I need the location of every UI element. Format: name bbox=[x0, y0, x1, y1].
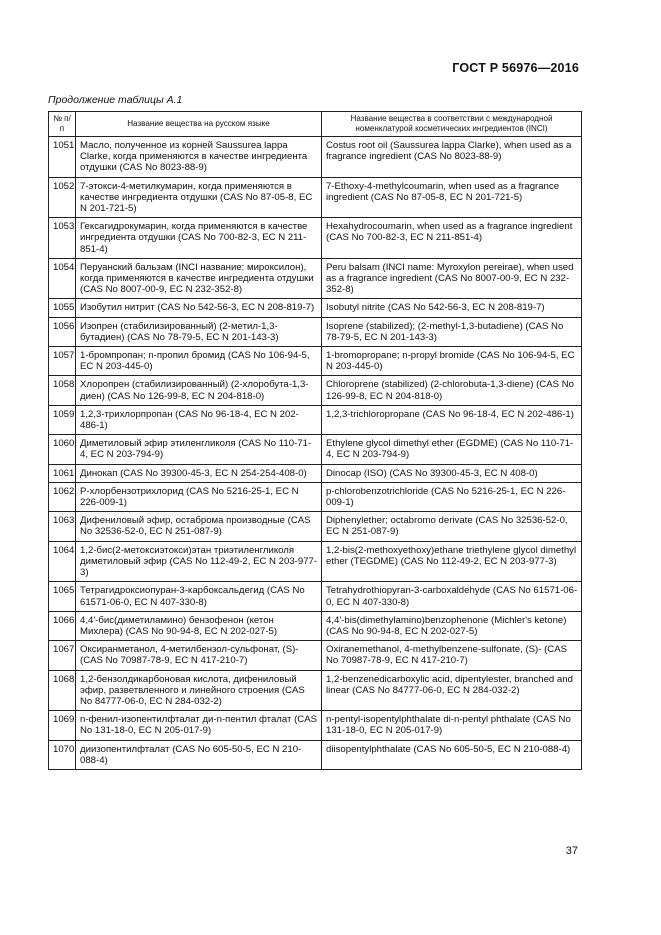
table-row bbox=[49, 512, 582, 541]
inci-name-cell: Dinocap (ISO) (CAS No 39300-45-3, EC N 408-0) bbox=[322, 464, 582, 482]
table-row bbox=[49, 482, 582, 511]
row-number: 1052 bbox=[49, 177, 76, 218]
inci-name-cell: 1,2-bis(2-methoxyethoxy)ethane triethylene glycol dimethyl ether (TEGDME) (CAS No 112-49-2, EC N 203-977-3) bbox=[322, 541, 582, 582]
row-number: 1053 bbox=[49, 218, 76, 259]
inci-name-cell: diisopentylphthalate (CAS No 605-50-5, EC N 210-088-4) bbox=[322, 740, 582, 769]
row-number: 1061 bbox=[49, 464, 76, 482]
row-number: 1063 bbox=[49, 512, 76, 541]
russian-name-cell: 1,2-бензолдикарбоновая кислота, дифениловый эфир, разветвленного и линейного строения (CAS No 84777-06-0, EC N 284-032-2) bbox=[76, 670, 322, 711]
row-number: 1057 bbox=[49, 347, 76, 376]
inci-name-cell: n-pentyl-isopentylphthalate di-n-pentyl phthalate (CAS No 131-18-0, EC N 205-017-9) bbox=[322, 711, 582, 740]
row-number: 1059 bbox=[49, 405, 76, 434]
russian-name-cell: Динокап (CAS No 39300-45-3, EC N 254-254-408-0) bbox=[76, 464, 322, 482]
table-row bbox=[49, 541, 582, 582]
inci-name-cell: 1,2,3-trichloropropane (CAS No 96-18-4, EC N 202-486-1) bbox=[322, 405, 582, 434]
row-number: 1060 bbox=[49, 435, 76, 464]
inci-name-cell: Chloroprene (stabilized) (2-chlorobuta-1,3-diene) (CAS No 126-99-8, EC N 204-818-0) bbox=[322, 376, 582, 405]
russian-name-cell: n-фенил-изопентилфталат ди-n-пентил фталат (CAS No 131-18-0, EC N 205-017-9) bbox=[76, 711, 322, 740]
inci-name-cell: Costus root oil (Saussurea lappa Clarke), when used as a fragrance ingredient (CAS No 8023-88-9) bbox=[322, 137, 582, 178]
russian-name-cell: Диметиловый эфир этиленгликоля (CAS No 110-71-4, EC N 203-794-9) bbox=[76, 435, 322, 464]
inci-name-cell: Peru balsam (INCI name: Myroxylon pereirae), when used as a fragrance ingredient (CAS No 8007-00-9, EC N 232-352-8) bbox=[322, 258, 582, 299]
table-row bbox=[49, 218, 582, 259]
table-row bbox=[49, 177, 582, 218]
row-number: 1056 bbox=[49, 317, 76, 346]
table-row bbox=[49, 299, 582, 317]
inci-name-cell: Hexahydrocoumarin, when used as a fragrance ingredient (CAS No 700-82-3, EC N 211-851-4) bbox=[322, 218, 582, 259]
table-row bbox=[49, 137, 582, 178]
russian-name-cell: 1-бромпропан; n-пропил бромид (CAS No 106-94-5, EC N 203-445-0) bbox=[76, 347, 322, 376]
russian-name-cell: диизопентилфталат (CAS No 605-50-5, EC N 210-088-4) bbox=[76, 740, 322, 769]
row-number: 1067 bbox=[49, 641, 76, 670]
table-caption: Продолжение таблицы А.1 bbox=[48, 94, 183, 106]
row-number: 1051 bbox=[49, 137, 76, 178]
table-row bbox=[49, 258, 582, 299]
header-number: № п/п bbox=[49, 112, 76, 137]
inci-name-cell: p-chlorobenzotrichloride (CAS No 5216-25-1, EC N 226-009-1) bbox=[322, 482, 582, 511]
russian-name-cell: Тетрагидроксиопуран-3-карбоксальдегид (CAS No 61571-06-0, EC N 407-330-8) bbox=[76, 582, 322, 611]
inci-name-cell: 1,2-benzenedicarboxylic acid, dipentylester, branched and linear (CAS No 84777-06-0, EC N 284-032-2) bbox=[322, 670, 582, 711]
russian-name-cell: 4,4'-бис(диметиламино) бензофенон (кетон Михлера) (CAS No 90-94-8, EC N 202-027-5) bbox=[76, 611, 322, 640]
table-row bbox=[49, 670, 582, 711]
row-number: 1066 bbox=[49, 611, 76, 640]
russian-name-cell: Дифениловый эфир, остаброма производные (CAS No 32536-52-0, EC N 251-087-9) bbox=[76, 512, 322, 541]
russian-name-cell: Масло, полученное из корней Saussurea lappa Clarke, когда применяются в качестве ингредиента отдушки (CAS No 8023-88-9) bbox=[76, 137, 322, 178]
inci-name-cell: Isobutyl nitrite (CAS No 542-56-3, EC N 208-819-7) bbox=[322, 299, 582, 317]
inci-name-cell: Tetrahydrothiopyran-3-carboxaldehyde (CAS No 61571-06-0, EC N 407-330-8) bbox=[322, 582, 582, 611]
table-row bbox=[49, 611, 582, 640]
russian-name-cell: Гексагидрокумарин, когда применяются в качестве ингредиента отдушки (CAS No 700-82-3, EC N 211-851-4) bbox=[76, 218, 322, 259]
inci-name-cell: Isoprene (stabilized); (2-methyl-1,3-butadiene) (CAS No 78-79-5, EC N 201-143-3) bbox=[322, 317, 582, 346]
table-row bbox=[49, 464, 582, 482]
row-number: 1068 bbox=[49, 670, 76, 711]
row-number: 1054 bbox=[49, 258, 76, 299]
table-row bbox=[49, 740, 582, 769]
table-body bbox=[49, 137, 582, 770]
table-row bbox=[49, 376, 582, 405]
table-row bbox=[49, 582, 582, 611]
russian-name-cell: 7-этокси-4-метилкумарин, когда применяются в качестве ингредиента отдушки (CAS No 87-05-8, EC N 201-721-5) bbox=[76, 177, 322, 218]
table-row bbox=[49, 347, 582, 376]
inci-name-cell: 4,4'-bis(dimethylamino)benzophenone (Michler's ketone) (CAS No 90-94-8, EC N 202-027-5) bbox=[322, 611, 582, 640]
russian-name-cell: 1,2-бис(2-метоксиэтокси)этан триэтиленгликоля диметиловый эфир (CAS No 112-49-2, EC N 203-977-3) bbox=[76, 541, 322, 582]
substances-table bbox=[48, 111, 582, 770]
row-number: 1055 bbox=[49, 299, 76, 317]
row-number: 1065 bbox=[49, 582, 76, 611]
inci-name-cell: 1-bromopropane; n-propyl bromide (CAS No 106-94-5, EC N 203-445-0) bbox=[322, 347, 582, 376]
russian-name-cell: Хлоропрен (стабилизированный) (2-хлоробута-1,3-диен) (CAS No 126-99-8, EC N 204-818-0) bbox=[76, 376, 322, 405]
russian-name-cell: Перуанский бальзам (INCI название: мироксилон), когда применяются в качестве ингредиента отдушки (CAS No 8007-00-9, EC N 232-352-8) bbox=[76, 258, 322, 299]
russian-name-cell: 1,2,3-трихлорпропан (CAS No 96-18-4, EC N 202-486-1) bbox=[76, 405, 322, 434]
russian-name-cell: Оксиранметанол, 4-метилбензол-сульфонат, (S)- (CAS No 70987-78-9, EC N 417-210-7) bbox=[76, 641, 322, 670]
russian-name-cell: Изобутил нитрит (CAS No 542-56-3, EC N 208-819-7) bbox=[76, 299, 322, 317]
inci-name-cell: Ethylene glycol dimethyl ether (EGDME) (CAS No 110-71-4, EC N 203-794-9) bbox=[322, 435, 582, 464]
table-row bbox=[49, 435, 582, 464]
header-russian-name: Название вещества на русском языке bbox=[76, 112, 322, 137]
table-row bbox=[49, 711, 582, 740]
table-row bbox=[49, 317, 582, 346]
table-row bbox=[49, 641, 582, 670]
document-code: ГОСТ Р 56976—2016 bbox=[452, 61, 579, 75]
table-header-row bbox=[49, 112, 582, 137]
inci-name-cell: Diphenylether; octabromo derivate (CAS No 32536-52-0, EC N 251-087-9) bbox=[322, 512, 582, 541]
header-inci-name: Название вещества в соответствии с международной номенклатурой косметических ингредиентов (INCI) bbox=[322, 112, 582, 137]
row-number: 1070 bbox=[49, 740, 76, 769]
page-number: 37 bbox=[565, 845, 578, 857]
inci-name-cell: 7-Ethoxy-4-methylcoumarin, when used as a fragrance ingredient (CAS No 87-05-8, EC N 201-721-5) bbox=[322, 177, 582, 218]
row-number: 1058 bbox=[49, 376, 76, 405]
russian-name-cell: Р-хлорбензотрихлорид (CAS No 5216-25-1, EC N 226-009-1) bbox=[76, 482, 322, 511]
table-row bbox=[49, 405, 582, 434]
row-number: 1069 bbox=[49, 711, 76, 740]
row-number: 1064 bbox=[49, 541, 76, 582]
inci-name-cell: Oxiranemethanol, 4-methylbenzene-sulfonate, (S)- (CAS No 70987-78-9, EC N 417-210-7) bbox=[322, 641, 582, 670]
row-number: 1062 bbox=[49, 482, 76, 511]
russian-name-cell: Изопрен (стабилизированный) (2-метил-1,3-бутадиен) (CAS No 78-79-5, EC N 201-143-3) bbox=[76, 317, 322, 346]
